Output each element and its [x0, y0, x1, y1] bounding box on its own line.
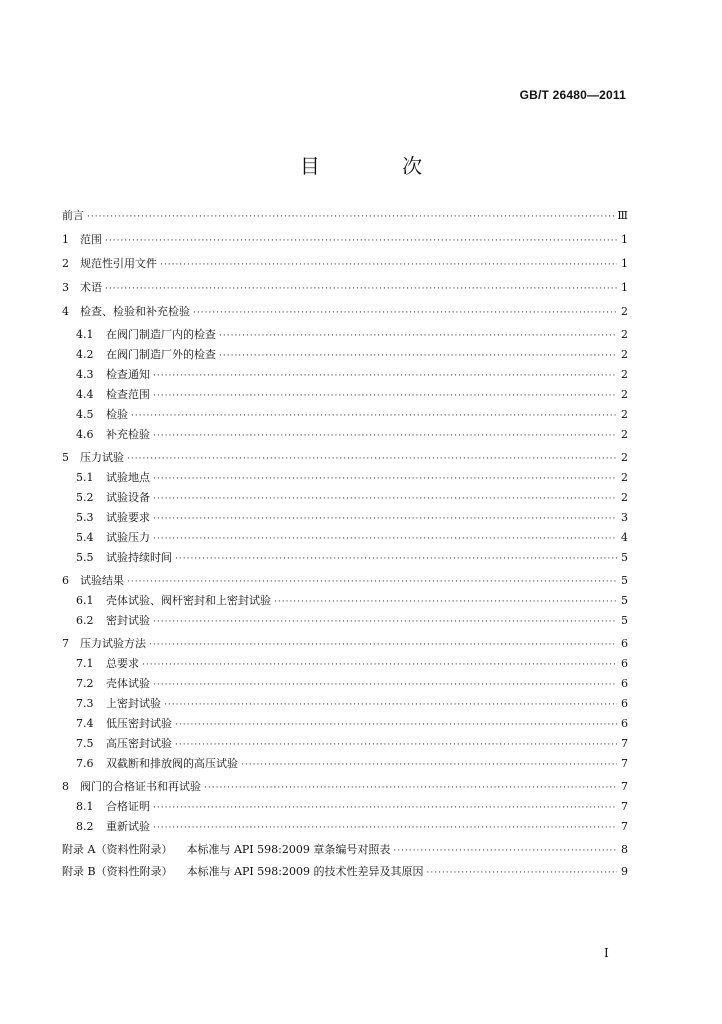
- dot-leader: [204, 778, 617, 798]
- toc-entry-number: 7.2: [76, 677, 94, 690]
- dot-leader: [164, 695, 617, 715]
- dot-leader: [105, 279, 617, 299]
- toc-entry-number: 4: [62, 305, 69, 318]
- toc-entry-page: 6: [621, 657, 628, 670]
- toc-entry[interactable]: [62, 714, 628, 734]
- toc-entry-label: 合格证明: [106, 800, 150, 813]
- toc-entry-page: 2: [621, 305, 628, 318]
- toc-entry-label: 高压密封试验: [106, 737, 172, 750]
- toc-entry-label: 双截断和排放阀的高压试验: [106, 757, 238, 770]
- toc-entry-number: 附录 B（资料性附录）: [62, 865, 173, 878]
- dot-leader: [105, 231, 617, 251]
- page-title: 目 次: [299, 154, 461, 178]
- dot-leader: [175, 715, 617, 735]
- dot-leader: [153, 366, 617, 386]
- dot-leader: [153, 469, 617, 489]
- toc-entry-label: 范围: [80, 233, 102, 246]
- toc-entry-number: 8.1: [76, 800, 94, 813]
- toc-entry-label: 本标准与 API 598:2009 章条编号对照表: [186, 843, 391, 856]
- toc-entry[interactable]: [62, 840, 628, 860]
- toc-entry-label: 壳体试验: [106, 677, 150, 690]
- toc-entry[interactable]: [62, 634, 628, 654]
- dot-leader: [153, 529, 617, 549]
- toc-entry-page: 6: [621, 717, 628, 730]
- toc-entry-label: 密封试验: [106, 614, 150, 627]
- page-folio: I: [604, 946, 609, 960]
- toc-entry[interactable]: [62, 488, 628, 508]
- toc-entry-number: 5.4: [76, 531, 94, 544]
- toc-entry[interactable]: [62, 254, 628, 274]
- dot-leader: [87, 207, 614, 227]
- dot-leader: [127, 449, 617, 469]
- toc-entry[interactable]: [62, 528, 628, 548]
- toc-entry-page: 3: [621, 511, 628, 524]
- toc-entry[interactable]: [62, 365, 628, 385]
- dot-leader: [131, 406, 617, 426]
- toc-entry-label: 检验: [106, 408, 128, 421]
- toc-entry-label: 在阀门制造厂外的检查: [106, 348, 216, 361]
- toc-entry-number: 1: [62, 233, 69, 246]
- toc-entry[interactable]: [62, 385, 628, 405]
- toc-entry-page: 2: [621, 368, 628, 381]
- dot-leader: [160, 255, 617, 275]
- toc-entry[interactable]: [62, 674, 628, 694]
- dot-leader: [219, 346, 617, 366]
- toc-entry-number: 5: [62, 451, 69, 464]
- dot-leader: [241, 755, 617, 775]
- toc-entry-page: 6: [621, 697, 628, 710]
- dot-leader: [153, 798, 617, 818]
- toc-entry-page: 2: [621, 471, 628, 484]
- dot-leader: [153, 426, 617, 446]
- toc-entry-label: 压力试验: [80, 451, 124, 464]
- toc-entry-label: 试验持续时间: [106, 551, 172, 564]
- toc-entry[interactable]: [62, 571, 628, 591]
- toc-entry-number: 5.2: [76, 491, 94, 504]
- toc-entry[interactable]: [62, 611, 628, 631]
- toc-entry-label: 低压密封试验: [106, 717, 172, 730]
- toc-entry-page: 9: [621, 865, 628, 878]
- toc-entry[interactable]: [62, 734, 628, 754]
- toc-entry-page: 5: [621, 551, 628, 564]
- toc-entry[interactable]: [62, 591, 628, 611]
- dot-leader: [175, 549, 617, 569]
- toc-entry-label: 试验结果: [80, 574, 124, 587]
- dot-leader: [149, 635, 617, 655]
- toc-entry-number: 4.3: [76, 368, 94, 381]
- toc-entry[interactable]: [62, 754, 628, 774]
- toc-entry-number: 3: [62, 281, 69, 294]
- toc-entry-page: 2: [621, 491, 628, 504]
- toc-entry-label: 重新试验: [106, 820, 150, 833]
- dot-leader: [219, 326, 617, 346]
- dot-leader: [393, 841, 617, 861]
- toc-entry[interactable]: [62, 425, 628, 445]
- toc-entry-number: 7.5: [76, 737, 94, 750]
- toc-entry[interactable]: [62, 345, 628, 365]
- toc-entry[interactable]: [62, 508, 628, 528]
- toc-entry-page: 1: [621, 281, 628, 294]
- toc-entry[interactable]: [62, 797, 628, 817]
- toc-entry-number: 7: [62, 637, 69, 650]
- toc-entry-number: 7.3: [76, 697, 94, 710]
- toc-entry[interactable]: [62, 862, 628, 882]
- toc-entry-page: 6: [621, 637, 628, 650]
- toc-entry-page: 7: [621, 737, 628, 750]
- toc-entry-number: 5.3: [76, 511, 94, 524]
- toc-entry[interactable]: [62, 325, 628, 345]
- toc-entry-page: 7: [621, 780, 628, 793]
- toc-entry[interactable]: [62, 230, 628, 250]
- toc-entry-page: Ⅲ: [617, 209, 628, 222]
- toc-entry-page: 2: [621, 388, 628, 401]
- toc-entry-label: 本标准与 API 598:2009 的技术性差异及其原因: [186, 865, 424, 878]
- standard-code: GB/T 26480—2011: [519, 88, 626, 102]
- dot-leader: [153, 489, 617, 509]
- dot-leader: [153, 818, 617, 838]
- dot-leader: [153, 509, 617, 529]
- toc-entry-label: 总要求: [106, 657, 139, 670]
- dot-leader: [153, 675, 617, 695]
- toc-entry-label: 试验设备: [106, 491, 150, 504]
- toc-entry-page: 7: [621, 757, 628, 770]
- dot-leader: [426, 863, 617, 883]
- dot-leader: [153, 612, 617, 632]
- toc-entry[interactable]: [62, 302, 628, 322]
- toc-entry-page: 2: [621, 428, 628, 441]
- toc-entry[interactable]: [62, 817, 628, 837]
- toc-entry-number: 4.5: [76, 408, 94, 421]
- toc-entry[interactable]: [62, 777, 628, 797]
- toc-entry[interactable]: [62, 206, 628, 226]
- toc-entry-page: 1: [621, 257, 628, 270]
- toc-entry-label: 检查通知: [106, 368, 150, 381]
- toc-entry-number: 7.6: [76, 757, 94, 770]
- toc-entry-label: 检查范围: [106, 388, 150, 401]
- toc-entry-label: 壳体试验、阀杆密封和上密封试验: [106, 594, 271, 607]
- toc-entry-number: 4.4: [76, 388, 94, 401]
- dot-leader: [274, 592, 617, 612]
- dot-leader: [127, 572, 617, 592]
- toc-entry-label: 补充检验: [106, 428, 150, 441]
- toc-entry-page: 2: [621, 348, 628, 361]
- toc-entry[interactable]: [62, 405, 628, 425]
- toc-entry[interactable]: [62, 468, 628, 488]
- toc-entry[interactable]: [62, 694, 628, 714]
- toc-entry-number: 4.1: [76, 328, 94, 341]
- toc-entry[interactable]: [62, 654, 628, 674]
- toc-entry-number: 8: [62, 780, 69, 793]
- toc-entry-page: 7: [621, 800, 628, 813]
- toc-entry-number: 2: [62, 257, 69, 270]
- toc-entry-label: 压力试验方法: [80, 637, 146, 650]
- toc-entry-label: 术语: [80, 281, 102, 294]
- toc-entry-label: 在阀门制造厂内的检查: [106, 328, 216, 341]
- toc-entry-number: 7.1: [76, 657, 94, 670]
- toc-entry-label: 阀门的合格证书和再试验: [80, 780, 201, 793]
- toc-entry[interactable]: [62, 278, 628, 298]
- toc-entry-label: 试验地点: [106, 471, 150, 484]
- dot-leader: [153, 386, 617, 406]
- toc-entry-page: 8: [621, 843, 628, 856]
- toc-entry-number: 6.1: [76, 594, 94, 607]
- dot-leader: [193, 303, 617, 323]
- toc-entry-page: 5: [621, 594, 628, 607]
- toc-entry-page: 2: [621, 408, 628, 421]
- toc-entry-number: 8.2: [76, 820, 94, 833]
- toc-entry-page: 1: [621, 233, 628, 246]
- toc-entry-page: 5: [621, 574, 628, 587]
- toc-entry-page: 6: [621, 677, 628, 690]
- toc-entry-number: 附录 A（资料性附录）: [62, 843, 173, 856]
- toc-entry-number: 6: [62, 574, 69, 587]
- dot-leader: [175, 735, 617, 755]
- toc-entry-number: 7.4: [76, 717, 94, 730]
- toc-entry-label: 规范性引用文件: [80, 257, 157, 270]
- toc-entry[interactable]: [62, 548, 628, 568]
- toc-entry-page: 4: [621, 531, 628, 544]
- dot-leader: [142, 655, 617, 675]
- toc-entry-label: 试验要求: [106, 511, 150, 524]
- toc-entry-number: 6.2: [76, 614, 94, 627]
- toc-entry-label: 检查、检验和补充检验: [80, 305, 190, 318]
- toc-entry-label: 试验压力: [106, 531, 150, 544]
- toc-entry-label: 前言: [62, 209, 84, 222]
- toc-entry-page: 5: [621, 614, 628, 627]
- toc-entry-page: 2: [621, 451, 628, 464]
- toc-entry-number: 5.1: [76, 471, 94, 484]
- toc-entry-number: 4.2: [76, 348, 94, 361]
- toc-entry[interactable]: [62, 448, 628, 468]
- toc-entry-number: 5.5: [76, 551, 94, 564]
- toc-entry-page: 2: [621, 328, 628, 341]
- toc-entry-page: 7: [621, 820, 628, 833]
- toc-entry-number: 4.6: [76, 428, 94, 441]
- toc-entry-label: 上密封试验: [106, 697, 161, 710]
